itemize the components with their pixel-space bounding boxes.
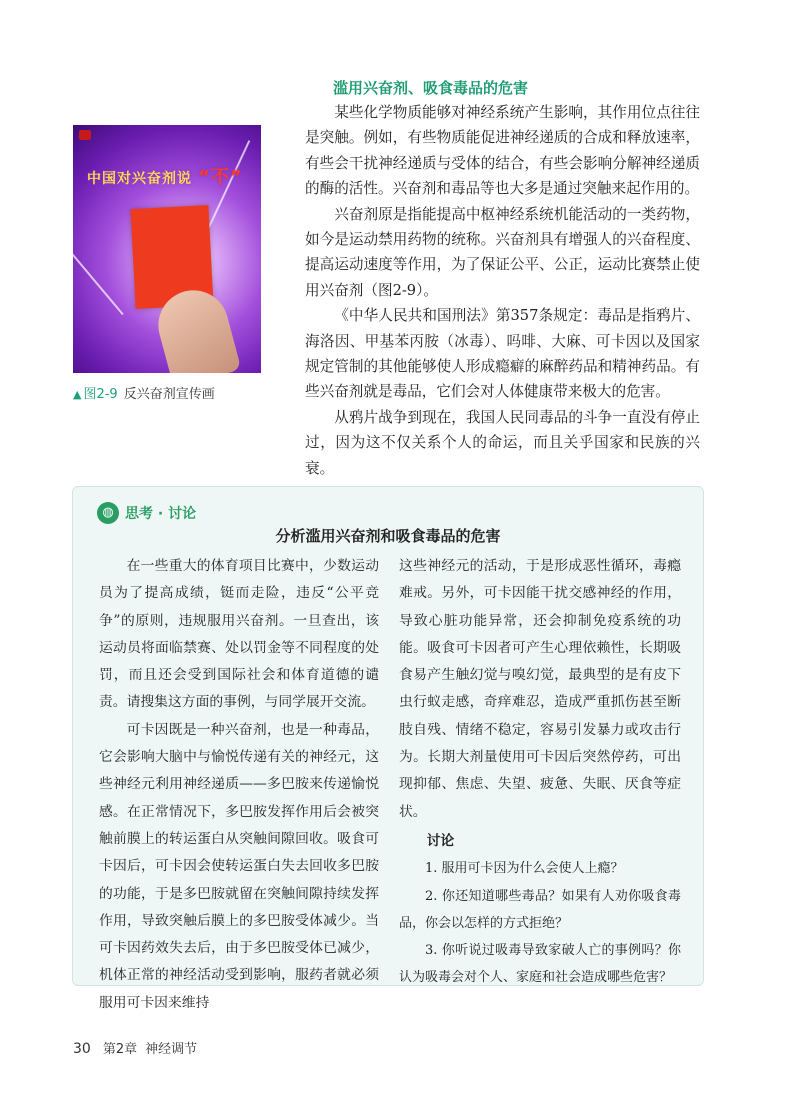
poster-slogan [87,163,243,189]
figure-caption [73,383,215,402]
paragraph: 在一些重大的体育项目比赛中，少数运动员为了提高成绩，铤而走险，违反“公平竞争”的原则，违规服用兴奋剂。一旦查出，该运动员将面临禁赛、处以罚金等不同程度的处罚，而且还会受到国际社会和体育道德的谴责。请搜集这方面的事例，与同学展开交流。 [99,558,379,711]
lightbulb-icon: ◍ [97,502,119,524]
chapter-number: 第2章 [102,1042,138,1057]
section-title: 滥用兴奋剂、吸食毒品的危害 [333,79,529,97]
paragraph: 某些化学物质能够对神经系统产生影响，其作用位点往往是突触。例如，有些物质能促进神经递质的合成和释放速率，有些会干扰神经递质与受体的结合，有些会影响分解神经递质的酶的活性。兴奋剂和毒品等也大多是通过突触来起作用的。 [305,104,700,198]
caption-triangle-icon: ▲ [73,388,82,401]
poster-logo-icon [79,130,91,140]
paragraph: 兴奋剂原是指能提高中枢神经系统机能活动的一类药物，如今是运动禁用药物的统称。兴奋剂具有增强人的兴奋程度、提高运动速度等作用，为了保证公平、公正，运动比赛禁止使用兴奋剂（图2-9）。 [305,205,700,299]
poster-slogan-text: 中国对兴奋剂说 [87,171,192,187]
question-item: 2. 你还知道哪些毒品？如果有人劝你吸食毒品，你会以怎样的方式拒绝？ [399,888,681,931]
paragraph: 可卡因既是一种兴奋剂，也是一种毒品，它会影响大脑中与愉悦传递有关的神经元，这些神经元利用神经递质——多巴胺来传递愉悦感。在正常情况下，多巴胺发挥作用后会被突触前膜上的转运蛋白从突触间隙回收。吸食可卡因后，可卡因会使转运蛋白失去回收多巴胺的功能，于是多巴胺就留在突触间隙持续发挥作用，导致突触后膜上的多巴胺受体减少。当可卡因药效失去后，由于多巴胺受体已减少，机体正常的神经活动受到影响，服药者就必须服用可卡因来维持 [99,721,379,1011]
poster-slogan-no: “不” [198,167,243,188]
caption-number: 图2-9 [83,387,118,402]
anti-doping-poster [73,125,261,373]
discuss-heading: 讨论 [426,832,455,849]
chapter-title: 神经调节 [145,1042,198,1057]
lightning-icon [73,245,124,315]
page-footer [73,1038,197,1057]
discussion-label: 思考 · 讨论 [125,506,197,522]
paragraph: 从鸦片战争到现在，我国人民同毒品的斗争一直没有停止过，因为这不仅关系个人的命运，而且关乎国家和民族的兴衰。 [305,408,700,477]
caption-text: 反兴奋剂宣传画 [123,387,215,402]
discussion-column-right [399,553,681,992]
paragraph: 《中华人民共和国刑法》第357条规定：毒品是指鸦片、海洛因、甲基苯丙胺（冰毒）、吗啡、大麻、可卡因以及国家规定管制的其他能够使人形成瘾癖的麻醉药品和精神药品。有些兴奋剂就是毒品，它们会对人体健康带来极大的危害。 [305,307,700,401]
section-body [305,100,700,481]
discussion-column-left [99,553,379,1017]
discussion-box [72,486,704,1011]
question-item: 3. 你听说过吸毒导致家破人亡的事例吗？你认为吸毒会对个人、家庭和社会造成哪些危害？ [399,943,681,986]
page-number: 30 [73,1041,91,1057]
question-item: 1. 服用可卡因为什么会使人上瘾？ [425,861,624,877]
discussion-title: 分析滥用兴奋剂和吸食毒品的危害 [275,527,501,545]
discussion-header [97,501,196,525]
paragraph: 这些神经元的活动，于是形成恶性循环，毒瘾难戒。另外，可卡因能干扰交感神经的作用，导致心脏功能异常，还会抑制免疫系统的功能。吸食可卡因者可产生心理依赖性，长期吸食易产生触幻觉与嗅幻觉，最典型的是有皮下虫行蚁走感，奇痒难忍，造成严重抓伤甚至断肢自残、情绪不稳定，容易引发暴力或攻击行为。长期大剂量使用可卡因后突然停药，可出现抑郁、焦虑、失望、疲惫、失眠、厌食等症状。 [399,558,681,820]
